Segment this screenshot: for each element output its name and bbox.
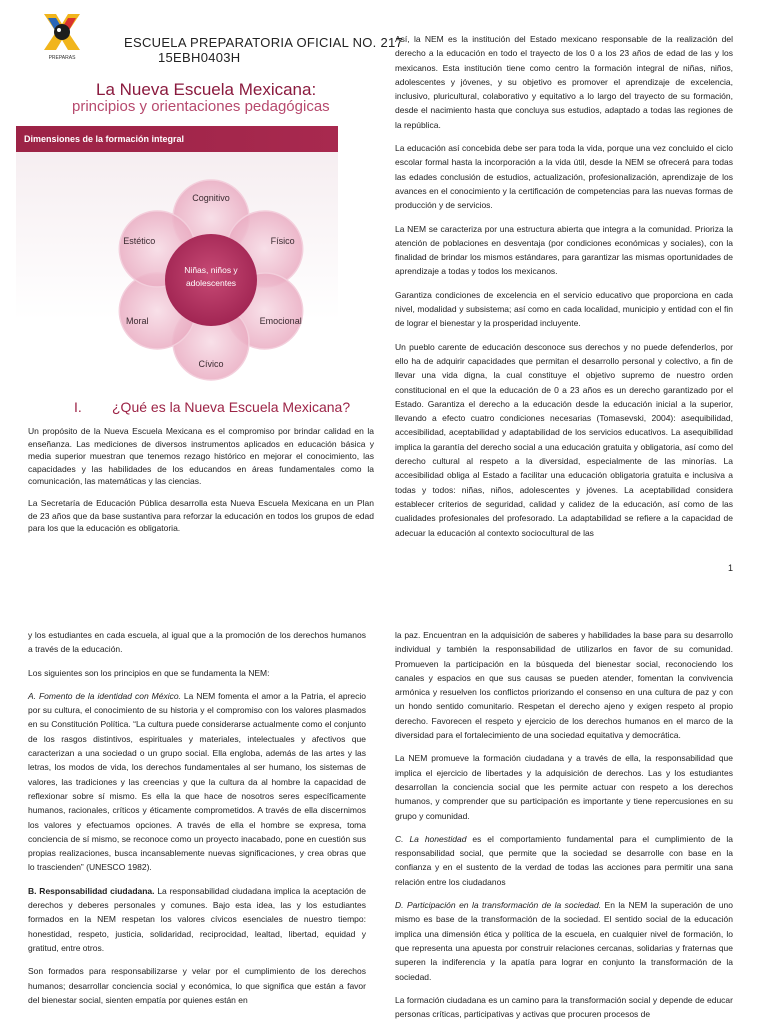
principle-c-label: C. La honestidad — [395, 833, 467, 844]
paragraph: la paz. Encuentran en la adquisición de saberes y habilidades la base para su desarrollo individual y también la responsabilidad de utilizarlos en favor de su comunidad. Promueven la participación en la búsqueda del bienestar social, reconociendo los canales y espacios en que sus causas se pueden atender, fomentan la convivencia armónica y resuelven los conflictos priorizando el consenso en una cultura de paz y con un hondo sentido comunitario. Respetan el derecho ajeno y exigen respeto al propio derecho. Favorecen el respeto y ejercicio de los derechos humanos en el marco de la diversidad para el fortalecimiento de una sociedad equitativa y democrática. — [395, 630, 733, 741]
school-name: ESCUELA PREPARATORIA OFICIAL NO. 217 — [124, 35, 404, 50]
page-1-right-column — [395, 32, 733, 549]
petal-label-físico: Físico — [270, 236, 295, 246]
school-logo — [34, 10, 90, 66]
diagram-title-bar: Dimensiones de la formación integral — [16, 126, 338, 152]
school-code: 15EBH0403H — [158, 50, 241, 65]
petal-label-emocional: Emocional — [259, 316, 302, 326]
principle-a-text: La NEM fomenta el amor a la Patria, el aprecio por su cultura, el conocimiento de su historia y el compromiso con los valores plasmados en su Constitución Política. “La cultura puede considerarse actualmente como el conjunto de los rasgos distintivos, espirituales y materiales, intelectuales y afectivos que caracterizan a una sociedad o un grupo social. Ella engloba, además de las artes y las letras, los modos de vida, los derechos fundamentales al ser humano, los sistemas de valores, las tradiciones y las creencias y que la cultura da al hombre la capacidad de reflexionar sobre sí mismo. Es ella la que hace de nosotros seres específicamente humanos, racionales, críticos y éticamente comprometidos. A través de ella discernimos los valores y efectuamos opciones. A través de ella el hombre se expresa, toma conciencia de sí mismo, se reconoce como un proyecto inacabado, pone en cuestión sus propias realizaciones, busca incansablemente nuevas significaciones, y crea obras que lo trascienden” (UNESCO 1982). — [28, 690, 366, 873]
banner-subtitle: principios y orientaciones pedagógicas — [72, 98, 330, 115]
paragraph: La formación ciudadana es un camino para la transformación social y depende de educar personas críticas, participativas y activas que procuren procesos de — [395, 994, 733, 1020]
paragraph: La NEM se caracteriza por una estructura abierta que integra a la comunidad. Prioriza la atención de poblaciones en desventaja (por condiciones económicas y sociales), con la finalidad de brindar los mismos estándares, para garantizar las mismas oportunidades de aprendizaje a todas y todos los mexicanos. — [395, 223, 733, 277]
formation-dimensions-diagram — [16, 152, 338, 392]
center-label-line1: Niñas, niños y — [184, 265, 238, 275]
principle-a-label: A. Fomento de la identidad con México. — [28, 690, 181, 701]
principle-c-text: es el comportamiento fundamental para el cumplimiento de la responsabilidad social, que permite que la sociedad se desarrolle con base en la confianza y en el sustento de la verdad de todas las acciones para permitir una sana relación entre los ciudadanos — [395, 833, 733, 887]
page-2-right-column — [395, 628, 733, 1030]
banner-title: La Nueva Escuela Mexicana: — [96, 80, 317, 99]
principle-b — [28, 884, 366, 955]
petal-label-estético: Estético — [123, 236, 156, 246]
paragraph: Así, la NEM es la institución del Estado mexicano responsable de la realización del derecho a la educación en todo el trayecto de los 0 a los 23 años de edad de las y los mexicanos. Esta institución tiene como centro la formación integral de niñas, niños, adolescentes y jóvenes, y su objetivo es promover el aprendizaje de excelencia, inclusivo, pluricultural, colaborativo y equitativo a lo largo del trayecto de su formación, desde el nacimiento hasta que concluya sus estudios, adaptado a todas las regiones de la república. — [395, 34, 733, 130]
page-2-left-column — [28, 628, 366, 1016]
page-number: 1 — [728, 563, 734, 573]
paragraph: Son formados para responsabilizarse y velar por el cumplimiento de los derechos humanos; desarrollar conciencia social y económica, lo que significa que están a favor del bienestar social, sienten empatía por quienes están en — [28, 966, 366, 1005]
principle-d-label: D. Participación en la transformación de la sociedad. — [395, 900, 602, 911]
paragraph: Un pueblo carente de educación desconoce sus derechos y no puede defenderlos, por ello ha de adquirir capacidades que permitan el desarrollo personal y colectivo, a fin de llevar una vida digna, la cual constituye el objetivo supremo de nuestro orden constitucional en el que la educación de 0 a 23 años es un derecho garantizado por el Estado. Garantiza el derecho a la educación desde la educación inicial a la superior, llevando a efecto cuatro condiciones necesarias (Tomasevski, 2004): asequibilidad, accesibilidad, aceptabilidad y adaptabilidad de los servicios educativos. La asequibilidad implica la garantía del derecho social a una educación gratuita y obligatoria, así como del derecho cultural al respeto a la diversidad, especialmente de las minorías. La accesibilidad obliga al Estado a facilitar una educación obligatoria gratuita e inclusiva a todas y todos: niñas, niños, adolescentes y jóvenes. La aceptabilidad considera establecer criterios de seguridad, calidad y calidez de la educación, así como de las cualidades profesionales del profesorado. La adaptabilidad se refiere a la capacidad de adecuar la educación al contexto sociocultural de las — [395, 341, 733, 538]
paragraph: La educación así concebida debe ser para toda la vida, porque una vez concluido el ciclo escolar formal hasta la incorporación a la vida útil, desde la NEM se ofrecerá para todas las edades conclusión de estudios, actualización, profesionalización, aprendizaje de los avances en el conocimiento y la certificación de competencias para las nuevas formas de producción y de servicios. — [395, 143, 733, 211]
logo-text: PREPARAS — [48, 55, 76, 61]
section-1-sep-paragraph: La Secretaría de Educación Pública desarrolla esta Nueva Escuela Mexicana en un Plan de 23 años que da base sustantiva para reforzar la educación en todos los grupos de edad para los que la educación es obligatoria. — [28, 498, 374, 534]
principle-d-text: En la NEM la superación de uno mismo es base de la transformación de la sociedad. El sentido social de la educación implica una dimensión ética y política de la escuela, en cualquier nivel de formación, lo que representa una apuesta por construir relaciones cercanas, solidarias y fraternas que superen la indiferencia y la apatía para lograr en conjunto la transformación de la sociedad. — [395, 900, 733, 982]
petal-label-moral: Moral — [126, 316, 149, 326]
section-title: ¿Qué es la Nueva Escuela Mexicana? — [112, 399, 351, 415]
paragraph: Garantiza condiciones de excelencia en el servicio educativo que proporciona en cada nivel, modalidad y subsistema; así como en cada localidad, municipio y entidad con el fin de lograr el bienestar y la prosperidad incluyente. — [395, 289, 733, 329]
section-1-intro: Un propósito de la Nueva Escuela Mexicana es el compromiso por brindar calidad en la enseñanza. Las mediciones de diversos instrumentos aplicados en educación básica y media superior muestran que tenemos rezago histórico en mejorar el conocimiento, las capacidades y las habilidades de los educandos en áreas fundamentales como la comunicación, las matemáticas y las ciencias. — [28, 426, 374, 487]
paragraph: Los siguientes son los principios en que se fundamenta la NEM: — [28, 667, 270, 678]
principle-b-label: B. Responsabilidad ciudadana. — [28, 885, 155, 896]
principle-b-text: La responsabilidad ciudadana implica la aceptación de derechos y deberes personales y comunes. Bajo esta idea, las y los estudiantes formados en la NEM respetan los valores cívicos esenciales de nuestro tiempo: honestidad, respeto, justicia, solidaridad, reciprocidad, lealtad, libertad, equidad y gratitud, entre otros. — [28, 885, 366, 953]
principle-c — [395, 832, 733, 889]
paragraph: La NEM promueve la formación ciudadana y a través de ella, la responsabilidad que implica el ejercicio de libertades y la adquisición de derechos. Las y los estudiantes desarrollan la conciencia social que les permite actuar con respeto a los derechos humanos, y comprender que su participación es importante y tiene repercusiones en su grupo y comunidad. — [395, 753, 733, 821]
petal-label-cognitivo: Cognitivo — [192, 193, 230, 203]
principle-d — [395, 898, 733, 984]
section-number: I. — [74, 399, 82, 415]
center-label-line2: adolescentes — [185, 278, 237, 288]
section-1-heading — [74, 399, 350, 415]
paragraph: y los estudiantes en cada escuela, al igual que a la promoción de los derechos humanos a través de la educación. — [28, 630, 366, 655]
petal-label-cívico: Cívico — [198, 359, 224, 369]
principle-a — [28, 689, 366, 875]
page-gap — [0, 588, 768, 620]
